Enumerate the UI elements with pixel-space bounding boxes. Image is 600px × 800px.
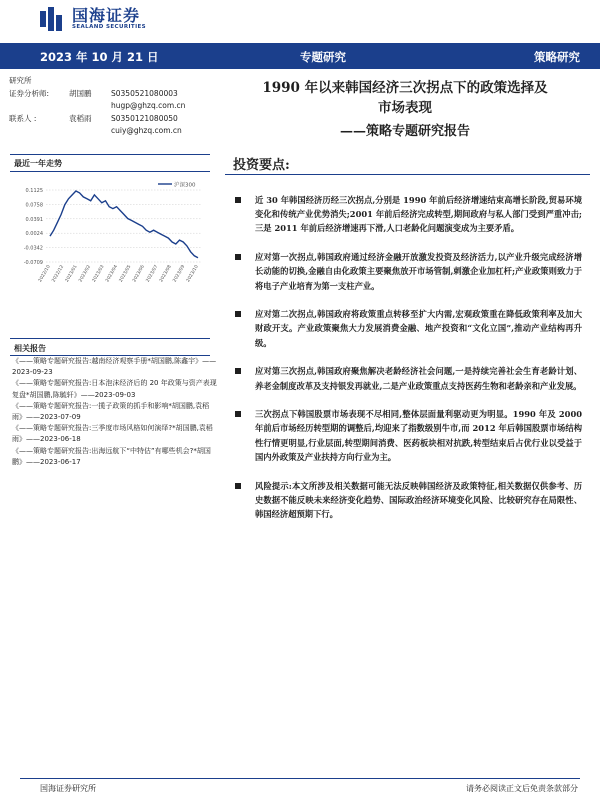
x-tick-label: 2023/10 [186,264,200,284]
x-tick-label: 2022/10 [38,264,52,284]
report-type: 专题研究 [300,50,346,64]
highlight-item [235,193,582,236]
analyst-email[interactable]: hugp@ghzq.com.cn [111,101,186,110]
highlight-text: 应对第二次拐点,韩国政府将政策重点转移至扩大内需,宏观政策重在降低政策利率及加大财政开支。产业政策聚焦大力发展消费金融、地产投资和“文化立国”,推动产业结构再升级。 [255,309,582,348]
x-tick-label: 2023/08 [159,264,173,284]
bullet-square-icon [235,368,241,374]
bullet-square-icon [235,411,241,417]
related-report-item[interactable]: 《——策略专题研究报告:日本泡沫经济后的 20 年政策与资产表现复盘*胡国鹏,陈毓轩》——2023-09-03 [12,379,217,399]
contact-label: 联系人 : [9,113,37,123]
investment-highlights-title: 投资要点: [233,158,290,173]
header-banner [0,43,600,69]
company-logo [40,4,146,34]
contact-name: 袁稻雨 [69,113,92,123]
x-tick-label: 2023/06 [132,264,146,284]
highlight-item [235,407,582,464]
chart-rule [10,171,210,172]
related-reports-list [12,356,217,468]
footer-org: 国海证券研究所 [40,784,96,793]
contact-cert: S0350121080050 [111,113,178,123]
contact-email[interactable]: cuiy@ghzq.com.cn [111,126,182,135]
report-date: 2023 年 10 月 21 日 [40,50,159,64]
y-tick-label: -0.0342 [23,245,43,252]
bullet-square-icon [235,311,241,317]
related-report-item[interactable]: 《——策略专题研究报告:出海远航下“中特估”有哪些机会?*胡国鹏》——2023-06-17 [12,446,211,466]
x-tick-label: 2022/12 [51,264,66,284]
sidebar-rule-mid [10,338,210,339]
y-tick-label: -0.0709 [23,260,43,266]
related-report-item[interactable]: 《——策略专题研究报告:一揽子政策的抓手和影响*胡国鹏,袁稻雨》——2023-07-09 [12,401,210,422]
report-title [230,78,580,118]
highlight-text: 应对第三次拐点,韩国政府聚焦解决老龄经济社会问题,一是持续完善社会生育老龄计划、养老金制度改革及支持银发再就业,二是产业政策重点支持医药生物和老龄亲和产业发展。 [255,366,582,391]
related-report-item[interactable]: 《——策略专题研究报告:三季度市场风格如何演绎?*胡国鹏,袁稻雨》——2023-06-18 [12,424,213,444]
trend-chart [10,178,210,288]
y-tick-label: 0.0391 [25,216,43,223]
title-line-2: 市场表现 [378,100,432,116]
x-tick-label: 2023/01 [64,264,79,284]
analyst-info [9,75,185,138]
highlight-item [235,479,582,522]
bullet-square-icon [235,197,241,203]
bullet-square-icon [235,483,241,489]
dept-label: 研究所 [9,76,32,85]
analyst-label: 证券分析师: [9,88,50,98]
legend-label: 沪深300 [174,182,196,189]
y-tick-label: 0.0024 [25,231,43,238]
x-tick-label: 2023/02 [78,264,93,284]
x-tick-label: 2023/05 [118,264,133,284]
logo-en: SEALAND SECURITIES [72,24,147,30]
highlight-text: 应对第一次拐点,韩国政府通过经济金融开放激发投资及经济活力,以产业升级完成经济增长动能的切换,金融自由化政策主要聚焦放开市场管制,刺激企业加杠杆;产业政策则致力于将电子产业培育为第一支柱产业。 [255,252,582,291]
highlight-text: 风险提示:本文所涉及相关数据可能无法反映韩国经济及政策特征,相关数据仅供参考、历史数据不能反映未来经济变化趋势、国际政治经济环境变化风险、比较研究存在局限性、韩国经济超预期下行。 [255,480,582,519]
sidebar-rule-top [10,154,210,155]
y-tick-label: 0.1125 [25,188,43,194]
logo-mark-icon [40,7,66,31]
chart-x-ticks [37,264,200,283]
chart-section-title: 最近一年走势 [14,158,62,168]
footer-rule [20,778,580,779]
logo-cn: 国海证券 [72,6,141,25]
investment-highlights [235,193,582,536]
analyst-name: 胡国鹏 [69,88,92,98]
footer-disclaimer: 请务必阅读正文后免责条款部分 [466,784,578,793]
related-report-item[interactable]: 《——策略专题研究报告:越南经济观察手册*胡国鹏,陈鑫宇》——2023-09-23 [12,357,217,377]
x-tick-label: 2023/09 [172,264,187,284]
analyst-cert: S0350521080003 [111,88,178,98]
highlight-text: 三次拐点下韩国股票市场表现不尽相同,整体层面量利驱动更为明显。1990 年及 2000 年前后市场经历转型期的调整后,均迎来了指数级别牛市,而 2012 年后韩国股票市场结构性行情更明显,行业层面,转型期间消费、医药板块相对抗跌,转型结束后占优行业以受益于国内外政策及产业扶持方向行业为主。 [255,409,582,462]
related-section-title: 相关报告 [14,343,46,353]
highlight-item [235,250,582,293]
title-line-1: 1990 年以来韩国经济三次拐点下的政策选择及 [262,80,548,96]
x-tick-label: 2023/04 [105,264,120,284]
x-tick-label: 2023/03 [91,264,106,284]
x-tick-label: 2023/07 [145,264,160,284]
chart-grid [46,190,202,262]
main-rule [225,174,590,175]
highlight-item [235,364,582,392]
chart-y-ticks [24,188,43,266]
highlight-item [235,307,582,350]
bullet-square-icon [235,254,241,260]
report-category: 策略研究 [534,50,580,64]
y-tick-label: 0.0758 [25,202,43,209]
highlight-text: 近 30 年韩国经济历经三次拐点,分别是 1990 年前后经济增速结束高增长阶段,贸易环境变化和传统产业优势消失;2001 年前后经济完成转型,期间政府与私人部门受到严重冲击;三是 2011 年前后经济增速再下滑,人口老龄化问题演变成为主要矛盾。 [255,195,582,234]
report-subtitle: ——策略专题研究报告 [339,124,470,139]
